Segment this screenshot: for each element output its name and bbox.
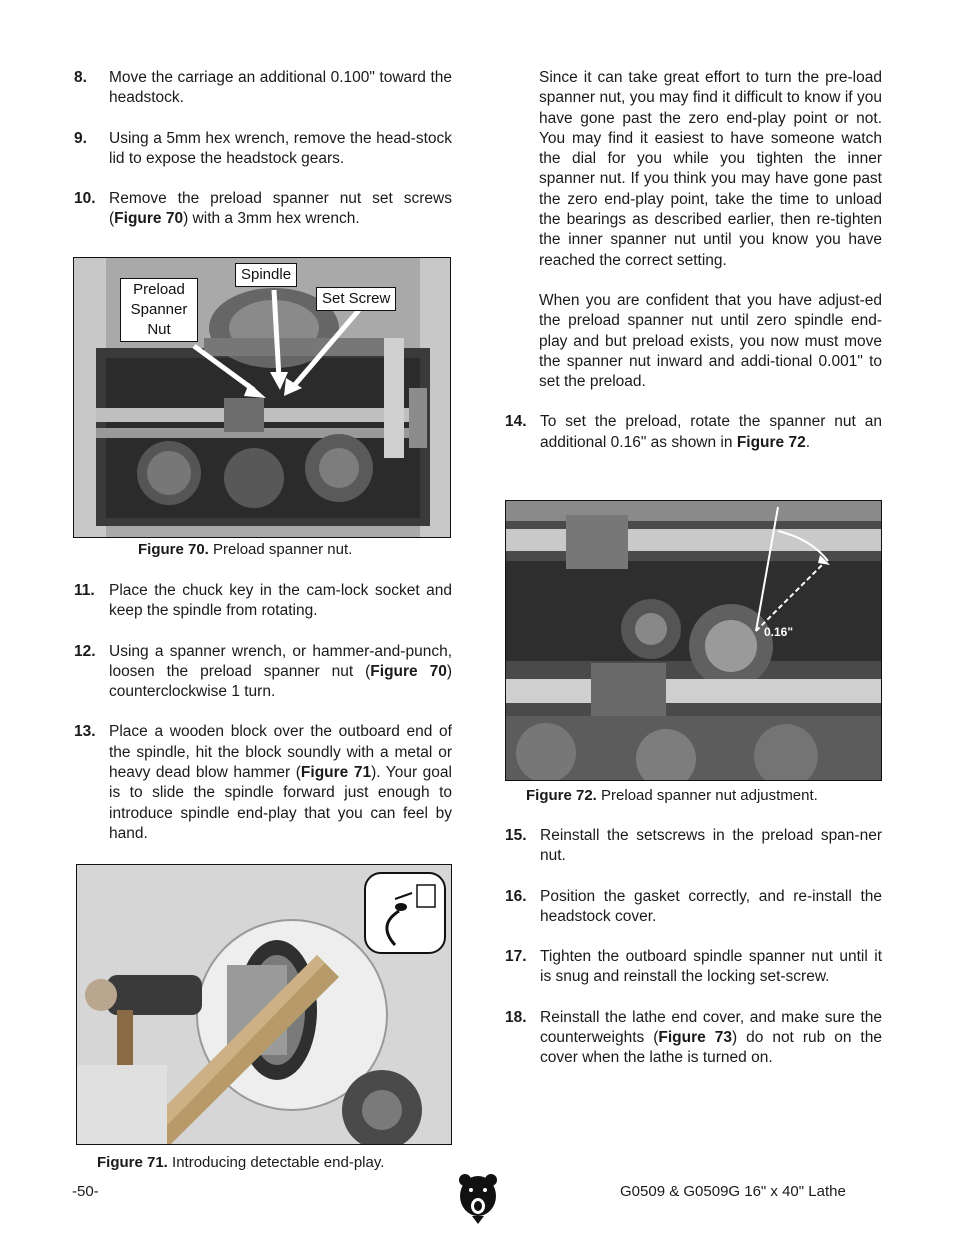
step-17: 17. Tighten the outboard spindle spanner nut until it is snug and reinstall the locking set-screw.	[505, 948, 882, 986]
callout-set-screw: Set Screw	[316, 287, 396, 311]
step-13: 13. Place a wooden block over the outboard end of the spindle, hit the block soundly with a metal or heavy dead blow hammer (Figure 71). Your goal is to slide the spindle forward just enough to introduce spindle end-play that you can feel by hand.	[74, 723, 452, 842]
grizzly-bear-logo-icon	[458, 1172, 498, 1224]
hammer-spindle-image	[77, 865, 452, 1145]
spanner-nut-adjustment-image	[506, 501, 882, 781]
step-11: 11. Place the chuck key in the cam-lock socket and keep the spindle from rotating.	[74, 582, 452, 620]
paragraph-preload-effort: Since it can take great effort to turn the pre-load spanner nut, you may find it difficult to know if you have gone past the zero end-play point or not. You may find it easiest to have someone watch the dial for you while you tighten the inner spanner nut. If you think you may have gone past the zero end-play point, take the time to unload the bearings as described earlier, then re-tighten the inner spanner nut until you know you have reached the correct setting.	[539, 69, 882, 269]
figure-ref: Figure 72	[736, 433, 806, 451]
left-column-bottom	[74, 581, 452, 864]
figure-ref: Figure 70	[114, 210, 184, 228]
step-15: 15. Reinstall the setscrews in the preload span-ner nut.	[505, 827, 882, 865]
step-12: 12. Using a spanner wrench, or hammer-and-punch, loosen the preload spanner nut (Figure 70) counterclockwise 1 turn.	[74, 642, 452, 701]
step-9: 9. Using a 5mm hex wrench, remove the head-stock lid to expose the headstock gears.	[74, 129, 452, 167]
right-column-top	[505, 68, 882, 473]
step-8: 8. Move the carriage an additional 0.100" toward the headstock.	[74, 69, 452, 107]
step-18: 18. Reinstall the lathe end cover, and make sure the counterweights (Figure 73) do not rub on the cover when the lathe is turned on.	[505, 1008, 882, 1067]
callout-spindle: Spindle	[235, 263, 297, 287]
callout-preload-spanner-nut: Preload Spanner Nut	[120, 278, 198, 342]
figure-72-photo	[505, 500, 882, 781]
paragraph-confident: When you are confident that you have adjust-ed the preload spanner nut until zero spindle end-play and but preload exists, you now must move the spanner nut inward and addi-tional 0.001" to set the preload.	[539, 291, 882, 391]
left-column-top	[74, 68, 452, 250]
figure-70-photo	[73, 257, 451, 538]
figure-ref: Figure 70	[370, 662, 447, 680]
figure-71-photo	[76, 864, 452, 1145]
measurement-label: 0.16"	[764, 625, 794, 639]
figure-71-caption: Figure 71. Introducing detectable end-play.	[97, 1154, 385, 1171]
figure-ref: Figure 71	[300, 764, 372, 782]
figure-70-caption: Figure 70. Preload spanner nut.	[138, 541, 353, 558]
step-14: 14. To set the preload, rotate the spanner nut an additional 0.16" as shown in Figure 72.	[505, 413, 882, 451]
figure-72-caption: Figure 72. Preload spanner nut adjustment.	[526, 787, 818, 804]
step-16: 16. Position the gasket correctly, and re-install the headstock cover.	[505, 887, 882, 925]
right-column-bottom	[505, 826, 882, 1089]
page-number: -50-	[72, 1183, 99, 1200]
step-10: 10. Remove the preload spanner nut set screws (Figure 70) with a 3mm hex wrench.	[74, 190, 452, 228]
figure-ref: Figure 73	[658, 1029, 732, 1047]
manual-title: G0509 & G0509G 16" x 40" Lathe	[620, 1183, 846, 1200]
